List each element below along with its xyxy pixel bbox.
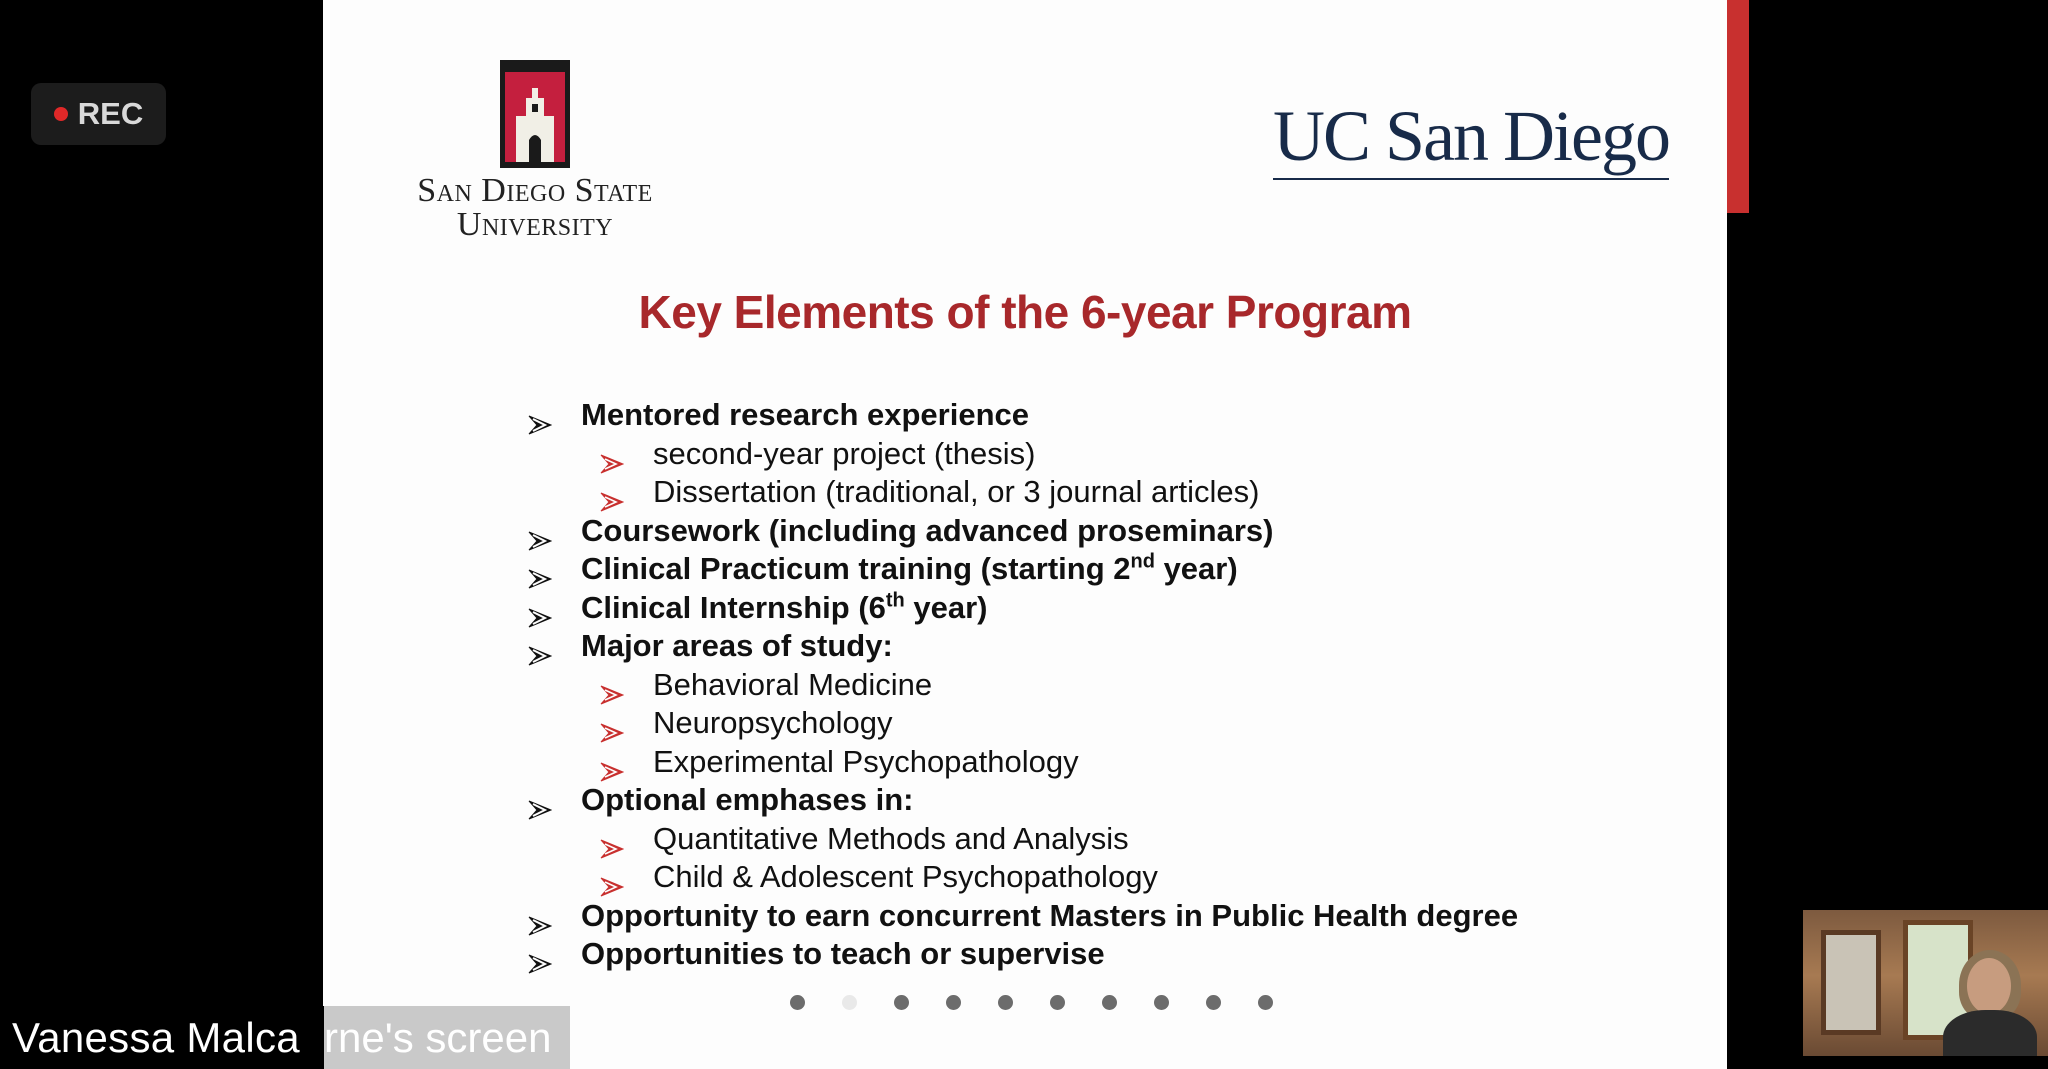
sdsu-shield-icon [496, 58, 574, 174]
video-person-face [1967, 958, 2011, 1014]
sub-bullet-item [528, 820, 1518, 859]
pager-dot[interactable] [1154, 995, 1169, 1010]
bullet-item [528, 550, 1518, 589]
video-person-body [1943, 1010, 2037, 1056]
sdsu-name-line1: San Diego State [417, 172, 653, 209]
bullet-text: Optional emphases in: [581, 782, 914, 817]
screen-share-name-part1: Vanessa Malca [0, 1006, 324, 1069]
bullet-text: Coursework (including advanced proseminars) [581, 512, 1274, 548]
sub-bullet-item [528, 743, 1518, 782]
participant-video-thumbnail[interactable] [1803, 910, 2048, 1056]
ucsd-logo: UC San Diego [1273, 96, 1669, 180]
bullet-text-pre: Clinical Practicum training (starting 2 [581, 551, 1131, 586]
video-background-window [1821, 930, 1881, 1035]
pager-dot[interactable] [790, 995, 805, 1010]
pager-dot[interactable] [894, 995, 909, 1010]
screen-share-name-part2: rne's screen [324, 1014, 552, 1061]
bullet-list [528, 396, 1518, 974]
pager-dot[interactable] [842, 995, 857, 1010]
bullet-text: Quantitative Methods and Analysis [653, 820, 1129, 856]
bullet-item [528, 897, 1518, 936]
recording-indicator [31, 83, 166, 145]
pager-dot[interactable] [1102, 995, 1117, 1010]
record-dot-icon [54, 107, 68, 121]
bullet-text: Behavioral Medicine [653, 666, 933, 702]
sdsu-name-line2: University [456, 206, 614, 243]
sub-bullet-item [528, 666, 1518, 705]
bullet-item [528, 512, 1518, 551]
bullet-text: Neuropsychology [653, 705, 893, 740]
bullet-text: Dissertation (traditional, or 3 journal articles) [653, 474, 1260, 509]
pager-dot[interactable] [1258, 995, 1273, 1010]
bullet-item [528, 396, 1518, 435]
bullet-text-pre: Clinical Internship (6 [581, 589, 886, 625]
bullet-text: Opportunity to earn concurrent Masters in Public Health degree [581, 897, 1519, 933]
bullet-text-sup: nd [1130, 550, 1155, 573]
bullet-text: Major areas of study: [581, 628, 893, 663]
sub-bullet-item [528, 473, 1518, 512]
bullet-item [528, 781, 1518, 820]
pager-dot[interactable] [1206, 995, 1221, 1010]
recording-label: REC [77, 96, 144, 131]
bullet-item [528, 627, 1518, 666]
sdsu-logo [390, 58, 680, 242]
pager-dot[interactable] [946, 995, 961, 1010]
slide-pager [790, 995, 1273, 1010]
pager-dot[interactable] [998, 995, 1013, 1010]
bullet-item [528, 935, 1518, 974]
bullet-text [581, 590, 988, 625]
bullet-text: Child & Adolescent Psychopathology [653, 859, 1158, 894]
bullet-text: Opportunities to teach or supervise [581, 936, 1105, 971]
bullet-arrow-icon [528, 945, 552, 984]
pager-dot[interactable] [1050, 995, 1065, 1010]
sub-bullet-item [528, 435, 1518, 474]
slide-accent-bar [1727, 0, 1749, 213]
bullet-text: Experimental Psychopathology [653, 743, 1079, 779]
bullet-text-post: year) [904, 589, 988, 625]
bullet-text-sup: th [885, 589, 905, 612]
bullet-item [528, 589, 1518, 628]
slide-title: Key Elements of the 6-year Program [638, 286, 1412, 338]
bullet-text [581, 551, 1238, 586]
screen-share-label [0, 1006, 570, 1069]
sub-bullet-item [528, 858, 1518, 897]
sub-bullet-item [528, 704, 1518, 743]
bullet-text-post: year) [1154, 551, 1238, 586]
bullet-text: Mentored research experience [581, 397, 1029, 432]
bullet-text: second-year project (thesis) [653, 435, 1036, 471]
